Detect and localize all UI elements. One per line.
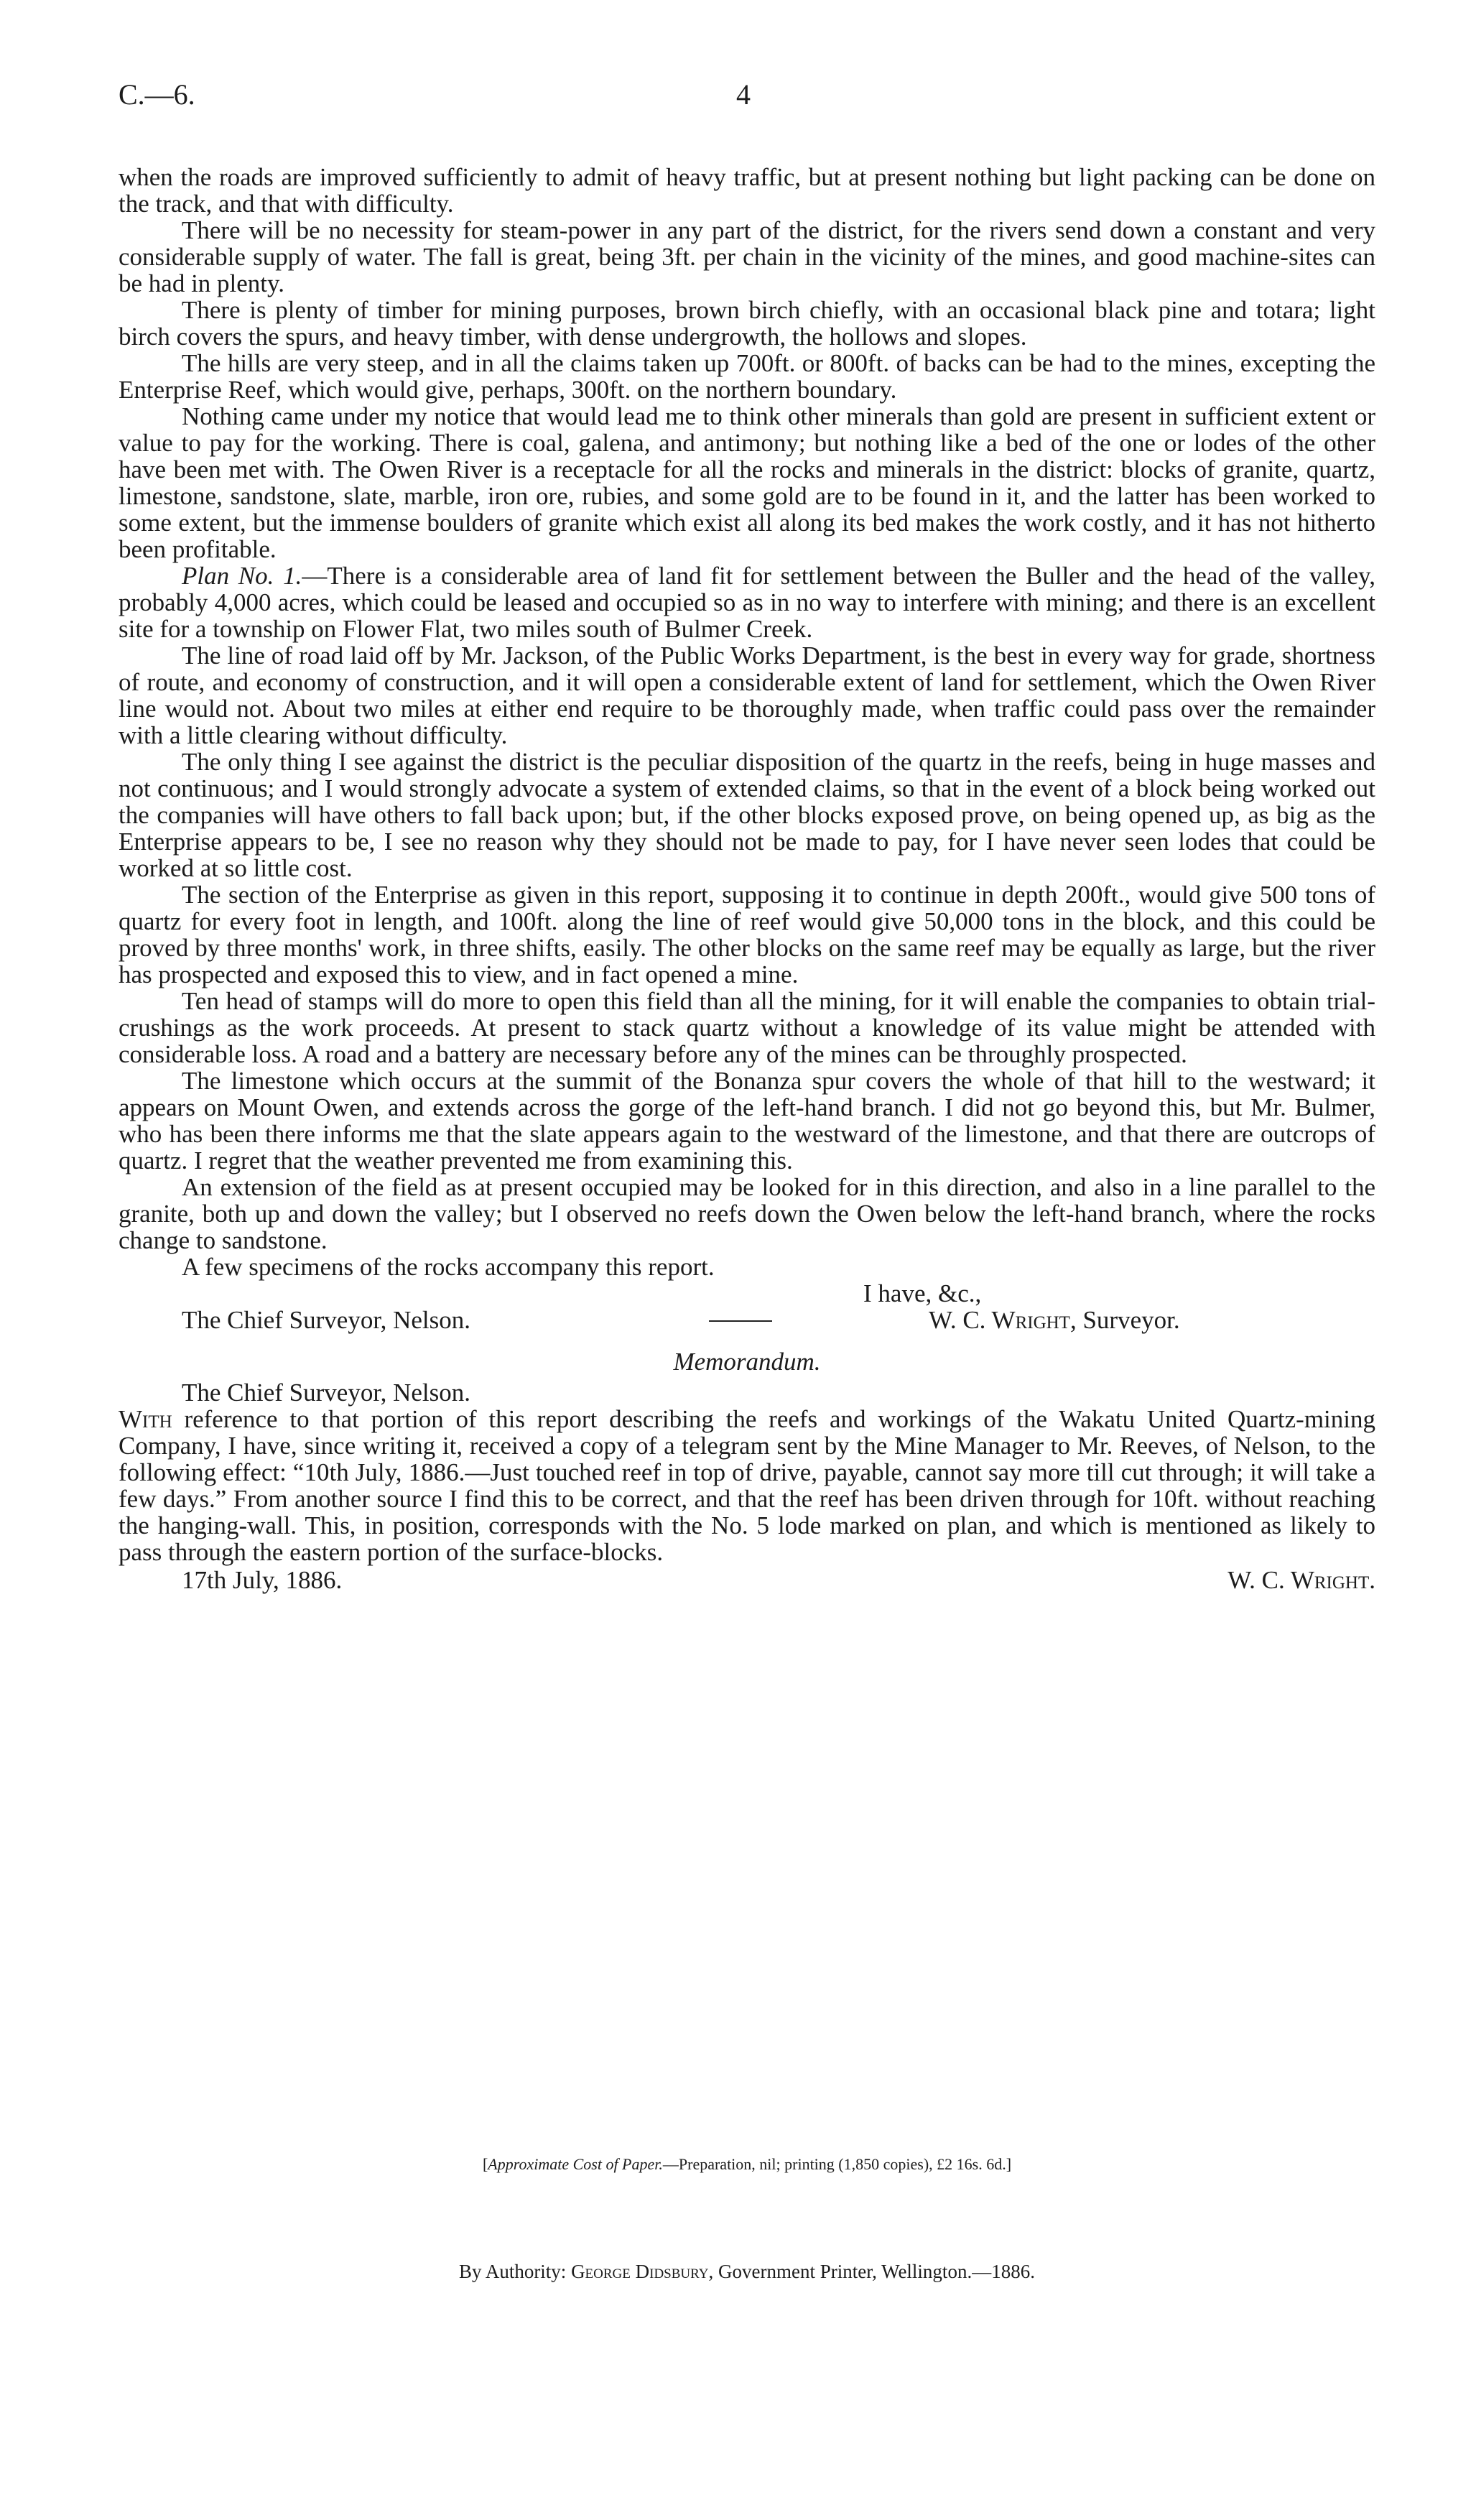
memo-addressee: The Chief Surveyor, Nelson.: [182, 1379, 470, 1407]
page-number: 4: [736, 78, 751, 111]
paragraph-roads: when the roads are improved sufficiently to admit of heavy traffic, but at present nothing but light packing can be done on the track, and that with difficulty.: [119, 163, 1375, 218]
paragraph-plan-settlement: [119, 562, 1375, 642]
closing-salutation: I have, &c.,: [863, 1279, 982, 1307]
paragraph-timber: There is plenty of timber for mining purposes, brown birch chiefly, with an occasional black pine and totara; light birch covers the spurs, and heavy timber, with dense undergrowth, the hollows and slopes.: [119, 296, 1375, 351]
signoff-line: [119, 1307, 1375, 1335]
paragraph-hills: The hills are very steep, and in all the claims taken up 700ft. or 800ft. of backs can be had to the mines, excepting the Enterprise Reef, which would give, perhaps, 300ft. on the northern boundary.: [119, 349, 1375, 404]
cost-label: Approximate Cost of Paper.: [488, 2155, 663, 2173]
paragraph-limestone: The limestone which occurs at the summit of the Bonanza spur covers the whole of that hill to the westward; it appears on Mount Owen, and extends across the gorge of the left-hand branch. I did not go beyond this, but Mr. Bulmer, who has been there informs me that the slate appears again to the westward of the limestone, and that there are outcrops of quartz. I regret that the weather prevented me from examining this.: [119, 1067, 1375, 1175]
paragraph-quartz-disposition: The only thing I see against the district is the peculiar disposition of the quartz in the reefs, being in huge masses and not continuous; and I would strongly advocate a system of extended claims, so that in the event of a block being worked out the companies will have others to fall back upon; but, if the other blocks exposed prove, on being opened up, as big as the Enterprise appears to be, I see no reason why they should not be made to pay, for I have never seen lodes that could be worked at so little cost.: [119, 748, 1375, 882]
memo-date: 17th July, 1886.: [182, 1566, 343, 1594]
plan-text: —There is a considerable area of land fit for settlement between the Buller and the head of the valley, probably 4,000 acres, which could be leased and occupied so as in no way to interfere with mining; and there is an excellent site for a township on Flower Flat, two miles south of Bulmer Creek.: [119, 562, 1375, 643]
printer-name: George Didsbury: [571, 2261, 709, 2282]
separator-dash: [709, 1320, 772, 1322]
paragraph-road-line: The line of road laid off by Mr. Jackson, of the Public Works Department, is the best in every way for grade, shortness of route, and economy of construction, and it will open a considerable extent of land for settlement, which the Owen River line would not. About two miles at either end require to be thoroughly made, when traffic could pass over the remainder with a little clearing without difficulty.: [119, 641, 1375, 749]
paragraph-stamps: Ten head of stamps will do more to open this field than all the mining, for it will enable the companies to obtain trial-crushings as the work proceeds. At present to stack quartz without a knowledge of its value might be attended with considerable loss. A road and a battery are necessary before any of the mines can be throughly prospected.: [119, 987, 1375, 1068]
memo-signature: W. C. Wright.: [1227, 1566, 1375, 1594]
signature-name: W. C. Wright: [929, 1306, 1070, 1334]
memo-date-line: [119, 1567, 1375, 1595]
memo-text: reference to that portion of this report describing the reefs and workings of the Wakatu United Quartz-mining Company, I have, since writing it, received a copy of a telegram sent by the Mine Manager to Mr. Reeves, of Nelson, to the following effect: “10th July, 1886.—Just touched reef in top of drive, payable, cannot say more till cut through; it will take a few days.” From another source I find this to be correct, and that the reef has been driven through for 10ft. without reaching the hanging-wall. This, in position, corresponds with the No. 5 lode marked on plan, and which is mentioned as likely to pass through the eastern portion of the surface-blocks.: [119, 1405, 1375, 1566]
report-body: [119, 164, 1375, 1595]
memo-title: Memorandum.: [673, 1348, 821, 1376]
paragraph-specimens: A few specimens of the rocks accompany this report.: [182, 1253, 715, 1281]
plan-label: Plan No. 1.: [182, 562, 302, 590]
paragraph-enterprise-section: The section of the Enterprise as given in this report, supposing it to continue in depth 200ft., would give 500 tons of quartz for every foot in length, and 100ft. along the line of reef would give 50,000 tons in the block, and this could be proved by three months' work, in three shifts, easily. The other blocks on the same reef may be equally as large, but the river has prospected and exposed this to view, and in fact opened a mine.: [119, 881, 1375, 988]
addressee: The Chief Surveyor, Nelson.: [182, 1306, 470, 1334]
page-header: [119, 78, 1375, 121]
signature: [929, 1307, 1180, 1333]
signature-title: , Surveyor.: [1069, 1306, 1180, 1334]
paragraph-steam-power: There will be no necessity for steam-power in any part of the district, for the rivers send down a constant and very considerable supply of water. The fall is great, being 3ft. per chain in the vicinity of the mines, and good machine-sites can be had in plenty.: [119, 216, 1375, 297]
cost-note: [Approximate Cost of Paper.—Preparation, nil; printing (1,850 copies), £2 16s. 6d.]: [482, 2155, 1012, 2173]
paragraph-extension: An extension of the field as at present occupied may be looked for in this direction, and also in a line parallel to the granite, both up and down the valley; but I observed no reefs down the Owen below the left-hand branch, where the rocks change to sandstone.: [119, 1173, 1375, 1254]
memo-initial-word: With: [119, 1405, 172, 1433]
printer-imprint: [119, 2261, 1375, 2283]
authority-prefix: By Authority:: [459, 2261, 567, 2282]
document-reference: C.—6.: [119, 78, 195, 111]
authority-suffix: , Government Printer, Wellington.—1886.: [708, 2261, 1035, 2282]
cost-text: —Preparation, nil; printing (1,850 copies), £2 16s. 6d.: [662, 2155, 1006, 2173]
memo-paragraph: [119, 1406, 1375, 1565]
paragraph-minerals: Nothing came under my notice that would lead me to think other minerals than gold are present in sufficient extent or value to pay for the working. There is coal, galena, and antimony; but nothing like a bed of the one or lodes of the other have been met with. The Owen River is a receptacle for all the rocks and minerals in the district: blocks of granite, quartz, limestone, sandstone, slate, marble, iron ore, rubies, and some gold are to be found in it, and the latter has been worked to some extent, but the immense boulders of granite which exist all along its bed makes the work costly, and it has not hitherto been profitable.: [119, 402, 1375, 563]
